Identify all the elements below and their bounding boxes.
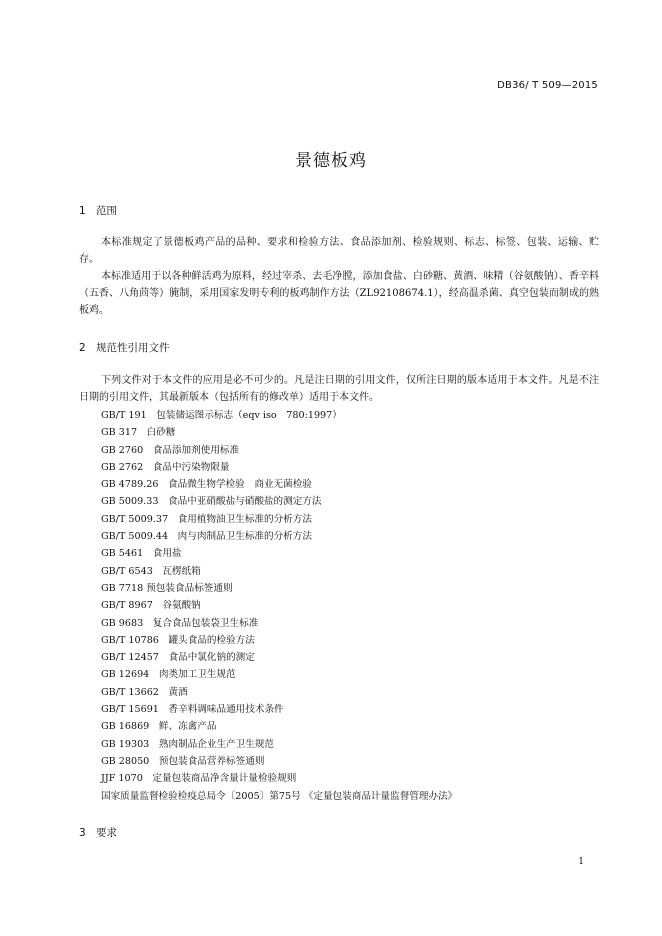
section-title: 范围 — [96, 205, 117, 217]
paragraph: 本标准适用于以各种鲜活鸡为原料，经过宰杀、去毛净膛，添加食盐、白砂糖、黄酒、味精（谷氨酸钠）、香辛料（五香、八角茴等）腌制，采用国家发明专利的板鸡制作方法（ZL92108674.1），经高温杀菌、真空包装而制成的熟板鸡。 — [79, 271, 599, 316]
references-intro — [79, 372, 599, 406]
document-title: 景德板鸡 — [295, 151, 367, 171]
scope-body — [79, 234, 599, 319]
list-item: GB/T 13662 黄酒 — [101, 686, 188, 698]
list-item: GB/T 5009.37 食用植物油卫生标准的分析方法 — [101, 513, 312, 525]
section-number: 2 — [79, 342, 86, 354]
list-item: GB 12694 肉类加工卫生规范 — [101, 669, 236, 681]
list-item: GB 5009.33 食品中亚硝酸盐与硝酸盐的测定方法 — [101, 496, 322, 508]
list-item: GB 2762 食品中污染物限量 — [101, 461, 230, 473]
section-number: 3 — [79, 827, 86, 839]
list-item: GB 19303 熟肉制品企业生产卫生规范 — [101, 738, 275, 750]
section-heading-requirements — [79, 825, 117, 840]
list-item: GB/T 8967 谷氨酸钠 — [101, 600, 201, 612]
list-item: GB 28050 预包装食品营养标签通则 — [101, 755, 265, 767]
paragraph: 下列文件对于本文件的应用是必不可少的。凡是注日期的引用文件，仅所注日期的版本适用于本文件。凡是不注日期的引用文件，其最新版本（包括所有的修改单）适用于本文件。 — [79, 375, 599, 403]
list-item: GB/T 6543 瓦楞纸箱 — [101, 565, 201, 577]
section-heading-scope — [79, 203, 117, 218]
list-item: GB/T 12457 食品中氯化钠的测定 — [101, 652, 255, 664]
list-item: GB/T 191 包装储运图示标志（eqv iso 780:1997） — [101, 410, 342, 421]
list-item: GB 16869 鲜、冻禽产品 — [101, 721, 217, 733]
page-number: 1 — [578, 857, 584, 867]
list-item: GB 5461 食用盐 — [101, 548, 182, 560]
list-item: GB/T 10786 罐头食品的检验方法 — [101, 634, 255, 646]
section-number: 1 — [79, 205, 86, 217]
section-heading-normative-references — [79, 340, 170, 355]
list-item: GB 4789.26 食品微生物学检验 商业无菌检验 — [101, 479, 312, 491]
list-item: 国家质量监督检验检疫总局令〔2005〕第75号 《定量包装商品计量监督管理办法》 — [101, 790, 458, 802]
list-item: GB/T 5009.44 肉与肉制品卫生标准的分析方法 — [101, 531, 312, 543]
list-item: GB/T 15691 香辛料调味品通用技术条件 — [101, 704, 284, 716]
section-title: 要求 — [96, 827, 117, 839]
list-item: JJF 1070 定量包装商品净含量计量检验规则 — [101, 773, 297, 785]
list-item: GB 2760 食品添加剂使用标准 — [101, 444, 240, 456]
list-item: GB 9683 复合食品包装袋卫生标准 — [101, 617, 259, 629]
paragraph: 本标准规定了景德板鸡产品的品种、要求和检验方法、食品添加剂、检验规则、标志、标签、包装、运输、贮存。 — [79, 237, 599, 265]
reference-list — [101, 407, 457, 805]
list-item: GB 317 白砂糖 — [101, 427, 176, 439]
section-title: 规范性引用文件 — [96, 342, 170, 354]
document-code: DB36/ T 509—2015 — [497, 80, 598, 91]
list-item: GB 7718 预包装食品标签通则 — [101, 582, 233, 594]
